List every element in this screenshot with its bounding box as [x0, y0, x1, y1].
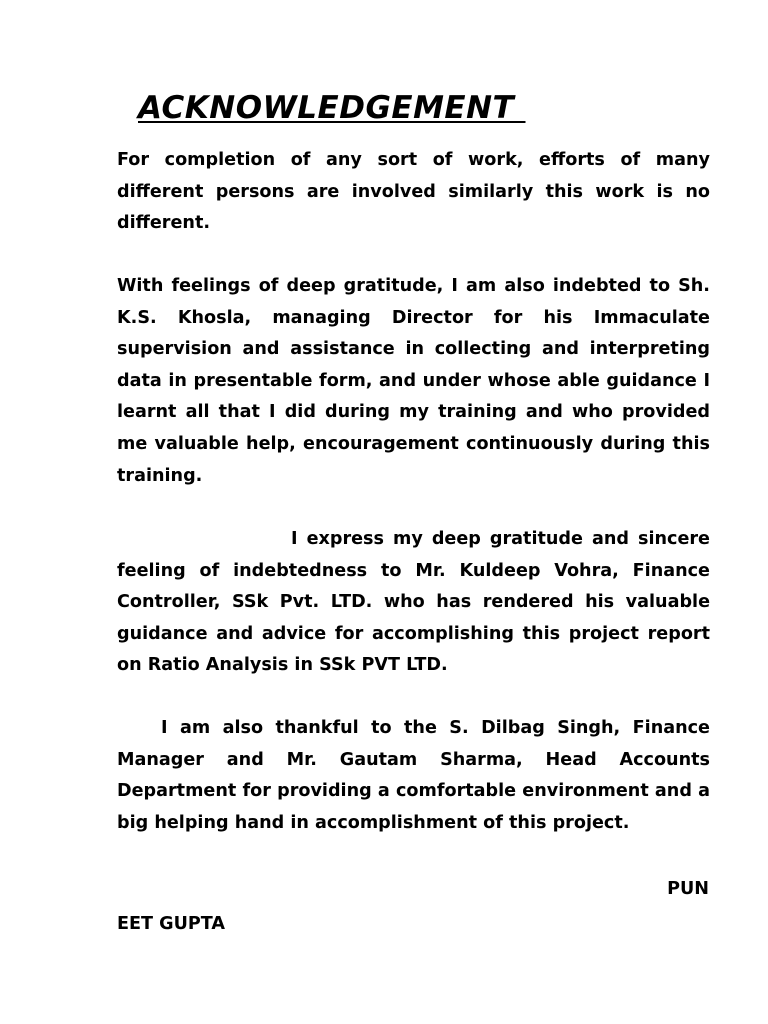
paragraph-director-thanks: With feelings of deep gratitude, I am also indebted to Sh. K.S. Khosla, managing Director for his Immaculate supervision and assistance in collecting and interpreting data in presentable form, and under whose able guidance I learnt all that I did during my training and who provided me valuable help, encouragement continuously during this training.	[117, 276, 710, 486]
paragraph-controller-thanks: I express my deep gratitude and sincere feeling of indebtedness to Mr. Kuldeep Vohra, Finance Controller, SSk Pvt. LTD. who has rendered his valuable guidance and advice for accomplishing this project report on Ratio Analysis in SSk PVT LTD.	[117, 529, 710, 676]
paragraph-manager-thanks: I am also thankful to the S. Dilbag Singh, Finance Manager and Mr. Gautam Sharma, Head Accounts Department for providing a comfortable environment and a big helping hand in accomplishment of this project.	[117, 718, 710, 833]
page-title: ACKNOWLEDGEMENT	[138, 90, 526, 126]
paragraph-intro: For completion of any sort of work, efforts of many different persons are involved similarly this work is no different.	[117, 150, 710, 234]
signature-line-1: PUN	[667, 879, 709, 899]
signature-line-2: EET GUPTA	[117, 914, 226, 934]
